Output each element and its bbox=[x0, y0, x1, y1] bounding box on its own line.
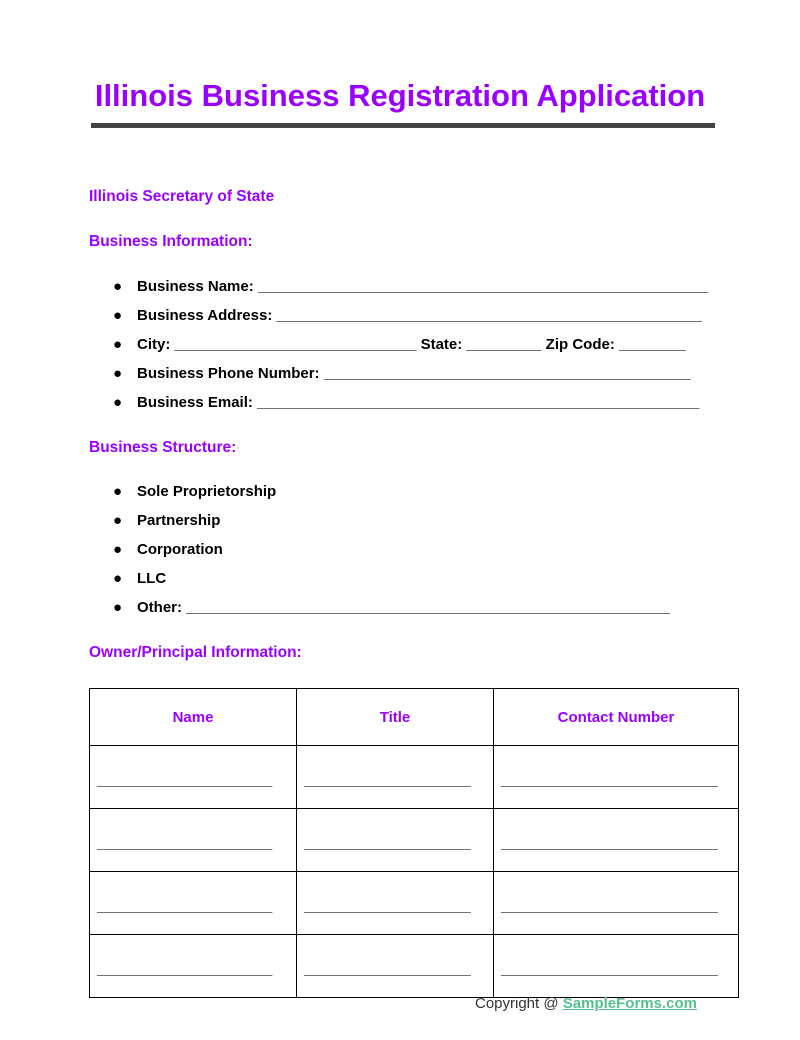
business-structure-list bbox=[89, 482, 670, 627]
field-business-phone[interactable]: ● Business Phone Number: ____________________________________________ bbox=[113, 365, 691, 382]
cell-contact[interactable]: __________________________ bbox=[494, 935, 739, 998]
option-partnership[interactable]: ● Partnership bbox=[113, 512, 221, 529]
cell-name[interactable]: _____________________ bbox=[90, 872, 297, 935]
column-contact: Contact Number bbox=[494, 689, 739, 746]
column-name: Name bbox=[90, 689, 297, 746]
option-llc[interactable]: ● LLC bbox=[113, 570, 167, 587]
bullet-icon: ● bbox=[113, 541, 123, 558]
option-sole-proprietorship[interactable]: ● Sole Proprietorship bbox=[113, 483, 277, 500]
cell-title[interactable]: ____________________ bbox=[297, 935, 494, 998]
cell-name[interactable]: _____________________ bbox=[90, 935, 297, 998]
cell-contact[interactable]: __________________________ bbox=[494, 872, 739, 935]
bullet-icon: ● bbox=[113, 336, 123, 353]
field-business-name[interactable]: ● Business Name: ______________________________________________________ bbox=[113, 278, 709, 295]
cell-contact[interactable]: __________________________ bbox=[494, 809, 739, 872]
bullet-icon: ● bbox=[113, 307, 123, 324]
option-corporation[interactable]: ● Corporation bbox=[113, 541, 223, 558]
bullet-icon: ● bbox=[113, 599, 123, 616]
title-divider bbox=[91, 123, 715, 128]
copyright-footer: Copyright @ SampleForms.com bbox=[475, 995, 697, 1012]
bullet-icon: ● bbox=[113, 394, 123, 411]
table-header-row bbox=[90, 689, 739, 746]
option-other[interactable]: ● Other: __________________________________________________________ bbox=[113, 599, 671, 616]
business-info-heading: Business Information: bbox=[89, 233, 253, 250]
sampleforms-link[interactable]: SampleForms.com bbox=[562, 995, 697, 1012]
bullet-icon: ● bbox=[113, 483, 123, 500]
business-info-list bbox=[89, 277, 708, 422]
field-city-state-zip[interactable]: ● City: _____________________________ State: _________ Zip Code: ________ bbox=[113, 336, 686, 353]
field-business-email[interactable]: ● Business Email: _____________________________________________________ bbox=[113, 394, 700, 411]
business-structure-heading: Business Structure: bbox=[89, 439, 237, 456]
cell-contact[interactable]: __________________________ bbox=[494, 746, 739, 809]
cell-title[interactable]: ____________________ bbox=[297, 809, 494, 872]
field-business-address[interactable]: ● Business Address: ___________________________________________________ bbox=[113, 307, 702, 324]
cell-title[interactable]: ____________________ bbox=[297, 746, 494, 809]
cell-title[interactable]: ____________________ bbox=[297, 872, 494, 935]
table-row bbox=[90, 935, 739, 998]
cell-name[interactable]: _____________________ bbox=[90, 746, 297, 809]
table-row bbox=[90, 809, 739, 872]
owner-table bbox=[89, 688, 739, 998]
bullet-icon: ● bbox=[113, 512, 123, 529]
bullet-icon: ● bbox=[113, 365, 123, 382]
agency-heading: Illinois Secretary of State bbox=[89, 188, 275, 205]
column-title: Title bbox=[297, 689, 494, 746]
table-row bbox=[90, 872, 739, 935]
owner-info-heading: Owner/Principal Information: bbox=[89, 644, 302, 661]
page-title: Illinois Business Registration Application bbox=[94, 78, 706, 113]
bullet-icon: ● bbox=[113, 570, 123, 587]
bullet-icon: ● bbox=[113, 278, 123, 295]
table-row bbox=[90, 746, 739, 809]
cell-name[interactable]: _____________________ bbox=[90, 809, 297, 872]
